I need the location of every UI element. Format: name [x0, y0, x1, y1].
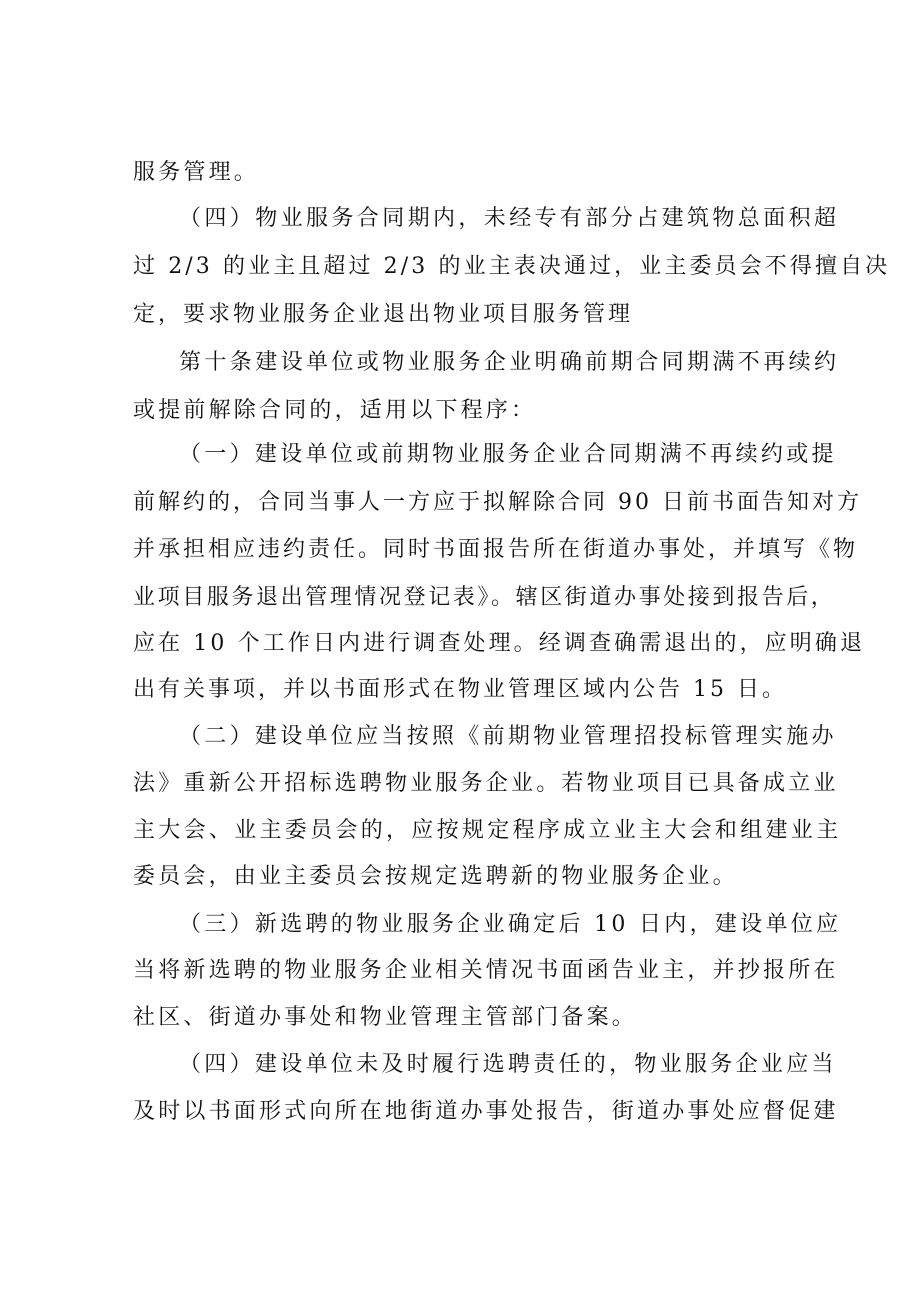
text-line: （四）建设单位未及时履行选聘责任的，物业服务企业应当: [179, 1052, 837, 1077]
text-line: 过 2/3 的业主且超过 2/3 的业主表决通过，业主委员会不得擅自决: [133, 254, 891, 279]
text-line: 及时以书面形式向所在地街道办事处报告，街道办事处应督促建: [133, 1099, 839, 1124]
text-line: （三）新选聘的物业服务企业确定后 10 日内，建设单位应: [179, 912, 842, 937]
text-line: 主大会、业主委员会的，应按规定程序成立业主大会和组建业主: [133, 818, 842, 843]
text-line: 并承担相应违约责任。同时书面报告所在街道办事处，并填写《物: [133, 537, 859, 562]
text-line: 当将新选聘的物业服务企业相关情况书面函告业主，并抄报所在: [133, 958, 839, 983]
text-line: 委员会，由业主委员会按规定选聘新的物业服务企业。: [133, 864, 738, 889]
text-line: 业项目服务退出管理情况登记表》。辖区街道办事处接到报告后，: [133, 585, 836, 610]
text-line: 法》重新公开招标选聘物业服务企业。若物业项目已具备成立业: [133, 771, 839, 796]
text-line: 前解约的，合同当事人一方应于拟解除合同 90 日前书面告知对方: [133, 490, 862, 515]
text-line: （四）物业服务合同期内，未经专有部分占建筑物总面积超: [179, 206, 840, 231]
text-line: 或提前解除合同的，适用以下程序：: [133, 398, 537, 423]
text-line: （一）建设单位或前期物业服务企业合同期满不再续约或提: [179, 442, 837, 467]
text-line: 社区、街道办事处和物业管理主管部门备案。: [133, 1005, 638, 1030]
text-line: 出有关事项，并以书面形式在物业管理区域内公告 15 日。: [133, 677, 787, 702]
text-line: （二）建设单位应当按照《前期物业管理招投标管理实施办: [179, 724, 837, 749]
text-line: 第十条建设单位或物业服务企业明确前期合同期满不再续约: [179, 350, 840, 375]
text-line: 服务管理。: [133, 160, 260, 185]
text-line: 应在 10 个工作日内进行调查处理。经调查确需退出的，应明确退: [133, 631, 866, 656]
text-line: 定，要求物业服务企业退出物业项目服务管理: [133, 302, 634, 327]
